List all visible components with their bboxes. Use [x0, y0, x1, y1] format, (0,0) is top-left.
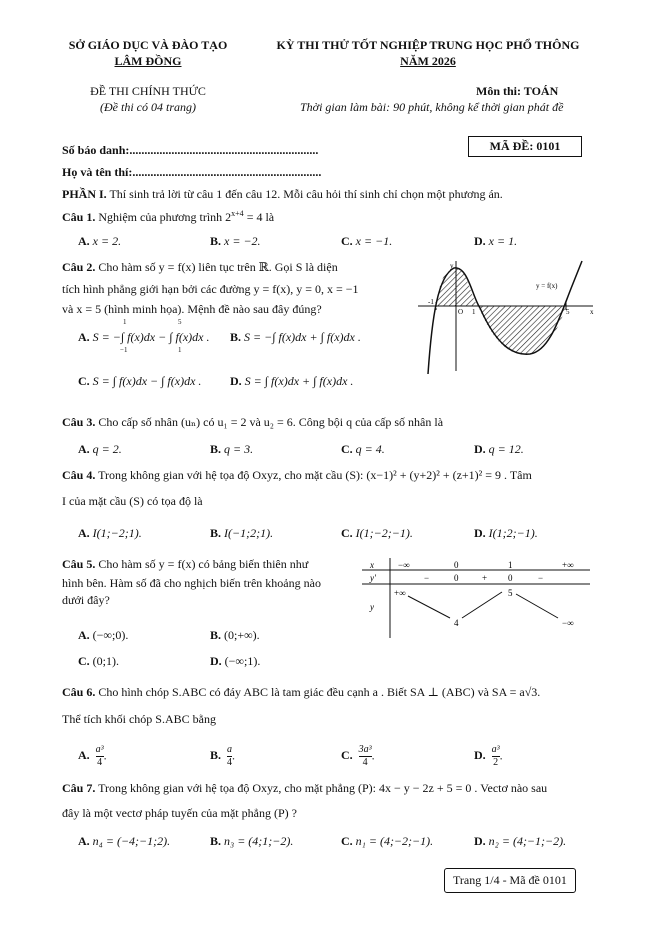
question-text: Cho hàm số y = f(x) có bảng biến thiên như — [98, 557, 309, 571]
question-2-line3: và x = 5 (hình minh họa). Mệnh đề nào sau đây đúng? — [62, 302, 322, 316]
question-5-line3: dưới đây? — [62, 593, 110, 607]
q5-option-d[interactable]: D. (−∞;1). — [210, 654, 261, 668]
tbl-y: y — [370, 602, 374, 612]
tbl-sign-0: − — [424, 573, 430, 583]
q5-option-c[interactable]: C. (0;1). — [78, 654, 119, 668]
tbl-x-val-0: −∞ — [398, 560, 410, 570]
q2-option-a[interactable]: A. S = −∫ f(x)dx − ∫ f(x)dx . — [78, 330, 210, 344]
variation-table — [362, 558, 590, 638]
exponent: x+4 — [231, 209, 244, 218]
candidate-name-field: Họ và tên thí:............................................................... — [62, 165, 322, 179]
tbl-sign-4: − — [538, 573, 544, 583]
page-footer: Trang 1/4 - Mã đề 0101 — [444, 868, 576, 893]
question-number: Câu 3. — [62, 415, 96, 429]
tbl-y-val-2: 5 — [508, 588, 513, 598]
q7-option-b[interactable]: B. n₃ = (4;1;−2). — [210, 834, 294, 848]
question-4-line2: I của mặt cầu (S) có tọa độ là — [62, 494, 203, 508]
question-number: Câu 2. — [62, 260, 96, 274]
tbl-sign-1: 0 — [454, 573, 459, 583]
q1-option-d[interactable]: D. x = 1. — [474, 234, 518, 248]
x-label: x — [590, 308, 594, 316]
q6-option-c[interactable]: C. $\frac{\text{3a³}}{4}$ . — [341, 744, 375, 768]
q3-option-b[interactable]: B. q = 3. — [210, 442, 254, 456]
q4-option-b[interactable]: B. I(−1;2;1). — [210, 526, 274, 540]
tbl-sign-2: + — [482, 573, 488, 583]
part1-text: Thí sinh trả lời từ câu 1 đến câu 12. Mỗi câu hỏi thí sinh chỉ chọn một phương án. — [109, 187, 503, 201]
q3-option-d[interactable]: D. q = 12. — [474, 442, 524, 456]
arrow-down-2 — [516, 594, 558, 618]
question-5 — [62, 557, 308, 572]
exam-code-box: MÃ ĐỀ: 0101 — [468, 136, 582, 157]
q6-option-a[interactable]: A. $\frac{\text{a³}}{4}$ . — [78, 744, 107, 768]
question-text: Nghiệm của phương trình 2 — [98, 210, 232, 224]
question-number: Câu 1. — [62, 210, 96, 224]
q5-option-b[interactable]: B. (0;+∞). — [210, 628, 260, 642]
subject: Môn thi: TOÁN — [476, 84, 559, 98]
q2-graph — [408, 256, 598, 376]
question-number: Câu 5. — [62, 557, 96, 571]
y-label: y — [450, 262, 454, 270]
q4-option-a[interactable]: A. I(1;−2;1). — [78, 526, 142, 540]
q6-option-d[interactable]: D. $\frac{\text{a³}}{2}$ . — [474, 744, 503, 768]
label-1: 1 — [472, 308, 476, 316]
arrow-up — [462, 592, 502, 618]
q2-option-c[interactable]: C. S = ∫ f(x)dx − ∫ f(x)dx . — [78, 374, 202, 388]
question-text: Cho hình chóp S.ABC có đáy ABC là tam giác đều cạnh a . Biết SA ⊥ (ABC) và SA = a√3. — [98, 685, 541, 699]
question-3 — [62, 415, 443, 430]
question-number: Câu 6. — [62, 685, 96, 699]
pages-note: (Đề thi có 04 trang) — [100, 100, 196, 114]
exam-year: NĂM 2026 — [400, 54, 456, 68]
q5-option-a[interactable]: A. (−∞;0). — [78, 628, 129, 642]
tbl-yp: y′ — [370, 573, 376, 583]
label-neg1: -1 — [428, 298, 434, 306]
candidate-number-field: Số báo danh:............................................................... — [62, 143, 319, 157]
question-text: Trong không gian với hệ tọa độ Oxyz, cho mặt cầu (S): (x−1)² + (y+2)² + (z+1)² = 9 . Tâm — [98, 468, 532, 482]
question-5-line2: hình bên. Hàm số đã cho nghịch biến trên khoảng nào — [62, 576, 321, 590]
q3-option-c[interactable]: C. q = 4. — [341, 442, 385, 456]
question-text-end: = 4 là — [243, 210, 275, 224]
question-6-line2: Thể tích khối chóp S.ABC bằng — [62, 712, 216, 726]
question-4 — [62, 468, 532, 483]
question-7 — [62, 781, 547, 796]
question-number: Câu 4. — [62, 468, 96, 482]
exam-title: KỲ THI THỬ TỐT NGHIỆP TRUNG HỌC PHỔ THÔNG — [276, 38, 580, 52]
question-text: Trong không gian với hệ tọa độ Oxyz, cho mặt phẳng (P): 4x − y − 2z + 5 = 0 . Vectơ nào sau — [98, 781, 548, 795]
tbl-x: x — [370, 560, 374, 570]
label-5: 5 — [566, 308, 570, 316]
q1-option-b[interactable]: B. x = −2. — [210, 234, 261, 248]
label-origin: O — [458, 308, 464, 316]
q3-option-a[interactable]: A. q = 2. — [78, 442, 122, 456]
tbl-x-val-2: 1 — [508, 560, 513, 570]
question-text: Cho cấp số nhân (uₙ) có u₁ = 2 và u₂ = 6. Công bội q của cấp số nhân là — [98, 415, 444, 429]
department-title: SỞ GIÁO DỤC VÀ ĐÀO TẠO — [68, 38, 228, 52]
arrow-down-1 — [408, 596, 450, 618]
question-6 — [62, 685, 540, 700]
official-label: ĐỀ THI CHÍNH THỨC — [90, 84, 206, 98]
question-text: Cho hàm số y = f(x) liên tục trên ℝ. Gọi S là diện — [98, 260, 338, 274]
q2-option-d[interactable]: D. S = ∫ f(x)dx + ∫ f(x)dx . — [230, 374, 354, 388]
tbl-x-val-1: 0 — [454, 560, 459, 570]
question-2 — [62, 260, 338, 275]
province-title: LÂM ĐỒNG — [114, 54, 182, 68]
q1-option-a[interactable]: A. x = 2. — [78, 234, 122, 248]
q2-option-b[interactable]: B. S = −∫ f(x)dx + ∫ f(x)dx . — [230, 330, 361, 344]
q7-option-c[interactable]: C. n₁ = (4;−2;−1). — [341, 834, 434, 848]
question-7-line2: đây là một vectơ pháp tuyến của mặt phẳng (P) ? — [62, 806, 297, 820]
tbl-x-val-3: +∞ — [562, 560, 574, 570]
part1-title: PHẦN I. — [62, 187, 107, 201]
part1-instruction — [62, 187, 503, 202]
question-1 — [62, 209, 274, 225]
q6-option-b[interactable]: B. $\frac{a}{4}$ . — [210, 744, 236, 768]
tbl-y-val-0: +∞ — [394, 588, 406, 598]
q7-option-d[interactable]: D. n₂ = (4;−1;−2). — [474, 834, 567, 848]
func-label: y = f(x) — [536, 282, 558, 290]
question-number: Câu 7. — [62, 781, 96, 795]
question-2-line2: tích hình phẳng giới hạn bởi các đường y = f(x), y = 0, x = −1 — [62, 282, 359, 296]
lim-mid-a2: 1 — [123, 318, 127, 326]
tbl-y-val-3: −∞ — [562, 618, 574, 628]
q4-option-c[interactable]: C. I(1;−2;−1). — [341, 526, 413, 540]
time-note: Thời gian làm bài: 90 phút, không kể thời gian phát đề — [300, 100, 564, 114]
tbl-y-val-1: 4 — [454, 618, 459, 628]
q1-option-c[interactable]: C. x = −1. — [341, 234, 393, 248]
lim-low-a: −1 — [120, 346, 128, 354]
q7-option-a[interactable]: A. n₄ = (−4;−1;2). — [78, 834, 171, 848]
tbl-sign-3: 0 — [508, 573, 513, 583]
lim-high-a: 5 — [178, 318, 182, 326]
lim-mid-a: 1 — [178, 346, 182, 354]
q4-option-d[interactable]: D. I(1;2;−1). — [474, 526, 538, 540]
